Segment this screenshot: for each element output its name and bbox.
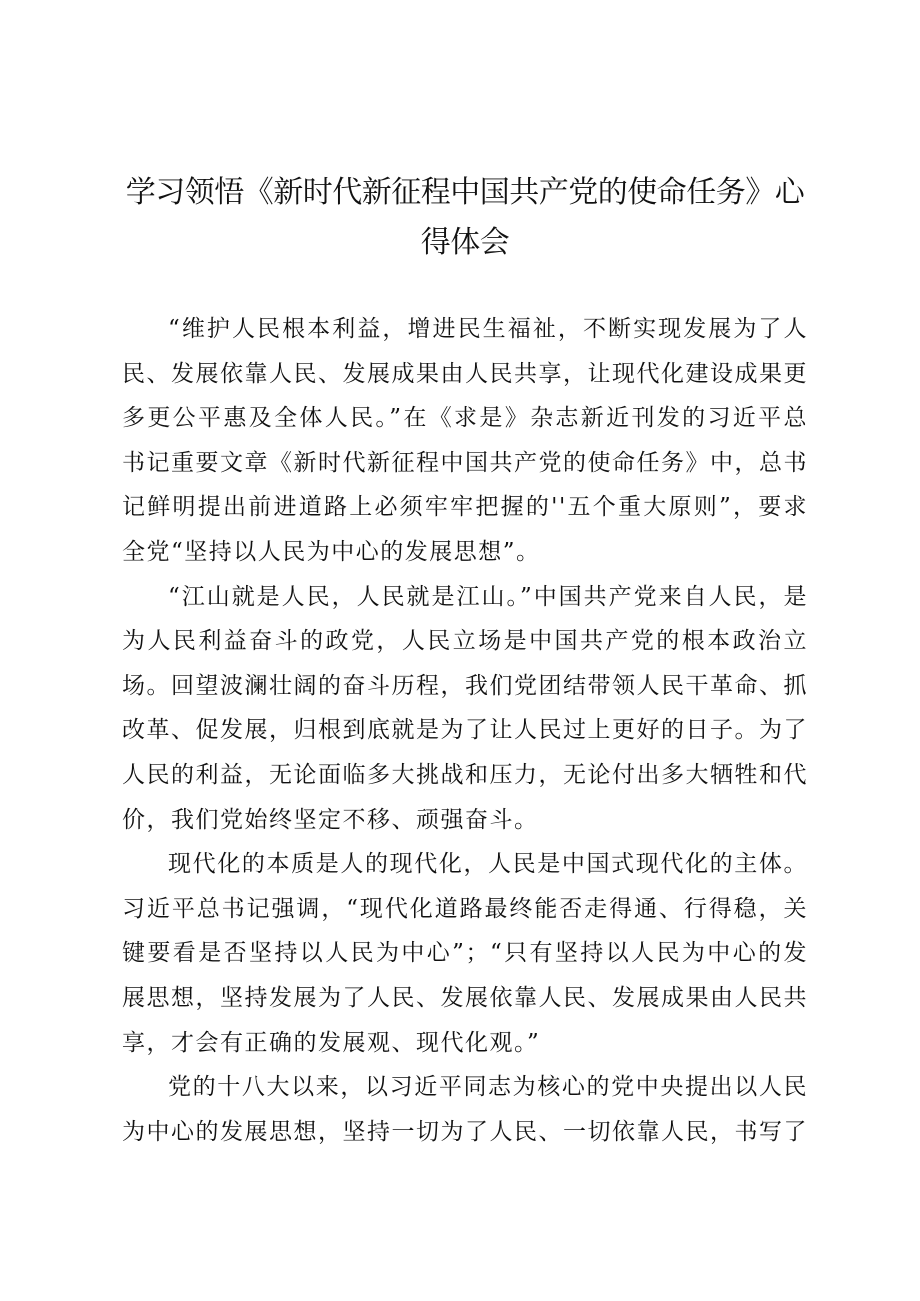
document-title: 学习领悟《新时代新征程中国共产党的使命任务》心得体会: [125, 175, 805, 260]
paragraph: 现代化的本质是人的现代化，人民是中国式现代化的主体。习近平总书记强调，“现代化道路最终能否走得通、行得稳，关键要看是否坚持以人民为中心”；“只有坚持以人民为中心的发展思想，坚持发展为了人民、发展依靠人民、发展成果由人民共享，才会有正确的发展观、现代化观。”: [122, 851, 808, 1056]
paragraph: “江山就是人民，人民就是江山。”中国共产党来自人民，是为人民利益奋斗的政党，人民立场是中国共产党的根本政治立场。回望波澜壮阔的奋斗历程，我们党团结带领人民干革命、抓改革、促发展，归根到底就是为了让人民过上更好的日子。为了人民的利益，无论面临多大挑战和压力，无论付出多大牺牲和代价，我们党始终坚定不移、顽强奋斗。: [122, 583, 808, 833]
document-body: [122, 307, 808, 1154]
paragraph: “维护人民根本利益，增进民生福祉，不断实现发展为了人民、发展依靠人民、发展成果由人民共享，让现代化建设成果更多更公平惠及全体人民。”在《求是》杂志新近刊发的习近平总书记重要文章《新时代新征程中国共产党的使命任务》中，总书记鲜明提出前进道路上必须牢牢把握的''五个重大原则”，要求全党“坚持以人民为中心的发展思想”。: [122, 316, 808, 565]
paragraph: 党的十八大以来，以习近平同志为核心的党中央提出以人民为中心的发展思想，坚持一切为了人民、一切依靠人民，书写了: [122, 1074, 808, 1145]
